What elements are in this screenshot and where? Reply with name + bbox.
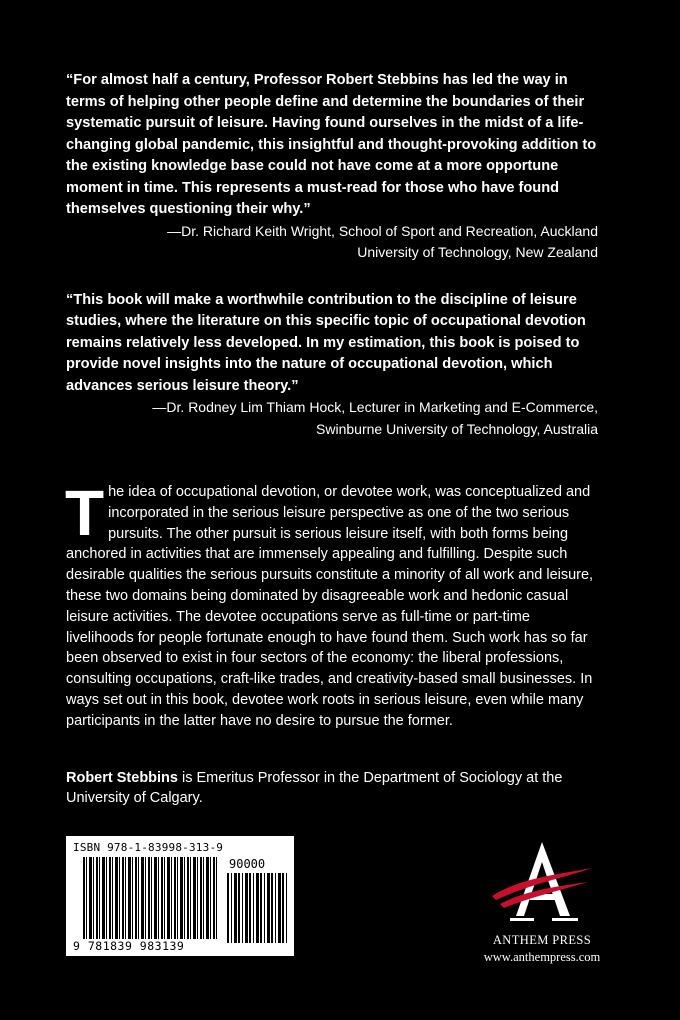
isbn-label: ISBN 978-1-83998-313-9 [73, 841, 224, 854]
barcode-addon-bars-icon [227, 873, 289, 943]
anthem-press-logo-icon [490, 838, 594, 930]
blurb-attribution-1-line-1: —Dr. Richard Keith Wright, School of Sport and Recreation, Auckland [167, 222, 598, 239]
blurb-quote-2: “This book will make a worthwhile contribution to the discipline of leisure studies, where the literature on this specific topic of occupational devotion remains relatively less developed. In my estimation, this book is poised to provide novel insights into the nature of occupational devotion, which advances serious leisure theory.” [66, 291, 586, 394]
blurb-attribution-1-line-2: University of Technology, New Zealand [357, 244, 598, 260]
price-code: 90000 [229, 857, 266, 871]
blurb-quote-1: “For almost half a century, Professor Robert Stebbins has led the way in terms of helping other people define and determine the boundaries of their systematic pursuit of leisure. Having found ourselves in the midst of a life-changing global pandemic, this insightful and thought-provoking addition to the existing knowledge base could not have come at a more opportune moment in time. This represents a must-read for those who have found themselves questioning their why.” [66, 72, 597, 217]
description-text: he idea of occupational devotion, or devotee work, was conceptualized and incorporated in the serious leisure perspective as one of the two serious pursuits. The other pursuit is serious leisure itself, with both forms being anchored in activities that are immensely appealing and fulfilling. Despite such desirable qualities the serious pursuits constitute a minority of all work and leisure, these two domains being dominated by disagreeable work and hedonic casual leisure activities. The devotee occupations serve as full-time or part-time livelihoods for people fortunate enough to have found them. Such work has so far been observed to exist in four sectors of the economy: the liberal professions, consulting occupations, craft-like trades, and creativity-based small businesses. In ways set out in this book, devotee work roots in serious leisure, even while many participants in the latter have no desire to pursue the former. [66, 484, 594, 729]
author-name: Robert Stebbins [66, 769, 178, 786]
blurb-attribution-2-line-2: Swinburne University of Technology, Australia [316, 420, 598, 437]
back-cover-content [66, 70, 598, 809]
publisher-name: ANTHEM PRESS [492, 933, 592, 947]
drop-cap: T [65, 477, 105, 549]
barcode-bars-icon [83, 857, 218, 939]
isbn-barcode [66, 836, 294, 956]
ean-number: 9 781839 983139 [73, 939, 185, 953]
author-bio-text: is Emeritus Professor in the Department of Sociology at the University of Calgary. [66, 769, 563, 807]
publisher-block [452, 838, 632, 968]
blurb-attribution-2-line-1: —Dr. Rodney Lim Thiam Hock, Lecturer in Marketing and E-Commerce, [152, 399, 598, 415]
author-bio [66, 768, 598, 810]
publisher-url: www.anthempress.com [483, 950, 601, 964]
book-description [65, 477, 598, 732]
